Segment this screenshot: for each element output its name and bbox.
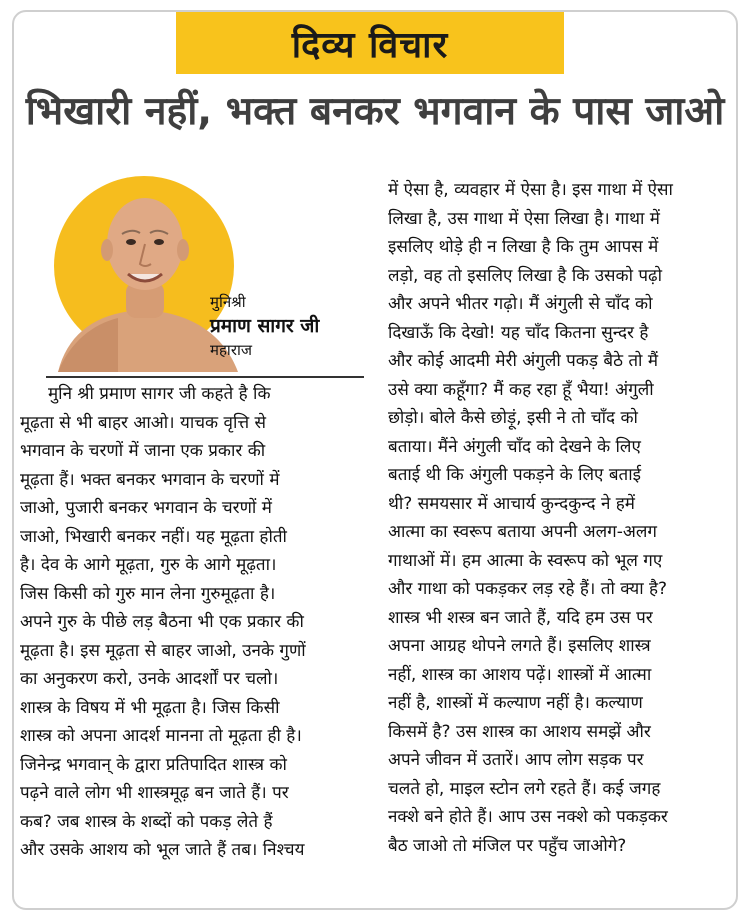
author-name: प्रमाण सागर जी (210, 315, 320, 337)
left-text-column (20, 380, 360, 865)
text-line: कब? जब शास्त्र के शब्दों को पकड़ लेते हैं (20, 811, 273, 832)
text-line: शास्त्र भी शस्त्र बन जाते हैं, यदि हम उस पर (388, 607, 653, 628)
text-line: नक्शे बने होते हैं। आप उस नक्शे को पकड़कर (388, 807, 668, 827)
text-line: नहीं, शास्त्र का आशय पढ़ें। शास्त्रों में आत्मा (388, 664, 652, 685)
author-divider (46, 376, 364, 378)
section-tag: दिव्य विचार (176, 12, 564, 74)
right-text-column (388, 176, 728, 860)
text-line: चलते हो, माइल स्टोन लगे रहते हैं। कई जगह (388, 778, 661, 799)
text-line: नहीं है, शास्त्रों में कल्याण नहीं है। कल्याण (388, 693, 643, 713)
text-line: बताया। मैंने अंगुली चाँद को देखने के लिए (388, 436, 641, 457)
text-line: मूढ़ता हैं। भक्त बनकर भगवान के चरणों में (20, 469, 280, 490)
author-prefix: मुनिश्री (210, 293, 246, 311)
text-line: शास्त्र के विषय में भी मूढ़ता है। जिस किसी (20, 697, 280, 718)
text-line: अपने जीवन में उतारें। आप लोग सड़क पर (388, 750, 644, 770)
text-line: आत्मा का स्वरूप बताया अपनी अलग-अलग (388, 522, 657, 542)
text-line: बताई थी कि अंगुली पकड़ने के लिए बताई (388, 465, 641, 485)
text-line: और उसके आशय को भूल जाते हैं तब। निश्चय (20, 840, 305, 860)
text-line: शास्त्र को अपना आदर्श मानना तो मूढ़ता ही है। (20, 726, 302, 746)
text-line: और कोई आदमी मेरी अंगुली पकड़ बैठे तो मैं (388, 351, 659, 371)
text-line: बैठ जाओ तो मंजिल पर पहुँच जाओगे? (388, 835, 627, 856)
text-line: का अनुकरण करो, उनके आदर्शों पर चलो। (20, 669, 279, 689)
text-line: उसे क्या कहूँगा? मैं कह रहा हूँ भैया! अंगुली (388, 379, 654, 400)
text-line: छोड़ो। बोले कैसे छोड़ूं, इसी ने तो चाँद को (388, 408, 638, 428)
text-line: जिनेन्द्र भगवान् के द्वारा प्रतिपादित शास्त्र को (20, 754, 287, 775)
text-line: में ऐसा है, व्यवहार में ऐसा है। इस गाथा में ऐसा (388, 180, 673, 200)
text-line: लड़ो, वह तो इसलिए लिखा है कि उसको पढ़ो (388, 265, 663, 286)
text-line: अपने गुरु के पीछे लड़ बैठना भी एक प्रकार की (20, 612, 304, 632)
text-line: जाओ, भिखारी बनकर नहीं। यह मूढ़ता होती (20, 526, 287, 547)
headline: भिखारी नहीं, भक्त बनकर भगवान के पास जाओ (25, 89, 725, 134)
text-line: और गाथा को पकड़कर लड़ रहे हैं। तो क्या है? (388, 579, 668, 599)
text-line: अपना आग्रह थोपने लगते हैं। इसलिए शास्त्र (388, 636, 651, 656)
text-line: इसलिए थोड़े ही न लिखा है कि तुम आपस में (388, 237, 659, 257)
author-suffix: महाराज (210, 341, 252, 359)
text-line: जाओ, पुजारी बनकर भगवान के चरणों में (20, 498, 272, 518)
text-line: लिखा है, उस गाथा में ऐसा लिखा है। गाथा में (388, 208, 660, 229)
author-block (48, 172, 368, 372)
text-line: जिस किसी को गुरु मान लेना गुरुमूढ़ता है। (20, 583, 276, 604)
text-line: दिखाऊँ कि देखो! यह चाँद कितना सुन्दर है (388, 322, 649, 343)
text-line: मूढ़ता है। इस मूढ़ता से बाहर जाओ, उनके गुणों (20, 640, 306, 661)
author-caption (210, 290, 319, 362)
text-line: गाथाओं में। हम आत्मा के स्वरूप को भूल गए (388, 550, 663, 571)
text-line: भगवान के चरणों में जाना एक प्रकार की (20, 441, 266, 461)
text-line: मुनि श्री प्रमाण सागर जी कहते है कि (48, 384, 271, 404)
text-line: थी? समयसार में आचार्य कुन्दकुन्द ने हमें (388, 493, 635, 514)
text-line: और अपने भीतर गढ़ो। मैं अंगुली से चाँद को (388, 294, 653, 314)
text-line: किसमें है? उस शास्त्र का आशय समझें और (388, 721, 651, 742)
text-line: मूढ़ता से भी बाहर आओ। याचक वृत्ति से (20, 412, 267, 433)
text-line: है। देव के आगे मूढ़ता, गुरु के आगे मूढ़ता। (20, 555, 277, 575)
text-line: पढ़ने वाले लोग भी शास्त्रमूढ़ बन जाते हैं। पर (20, 783, 289, 803)
